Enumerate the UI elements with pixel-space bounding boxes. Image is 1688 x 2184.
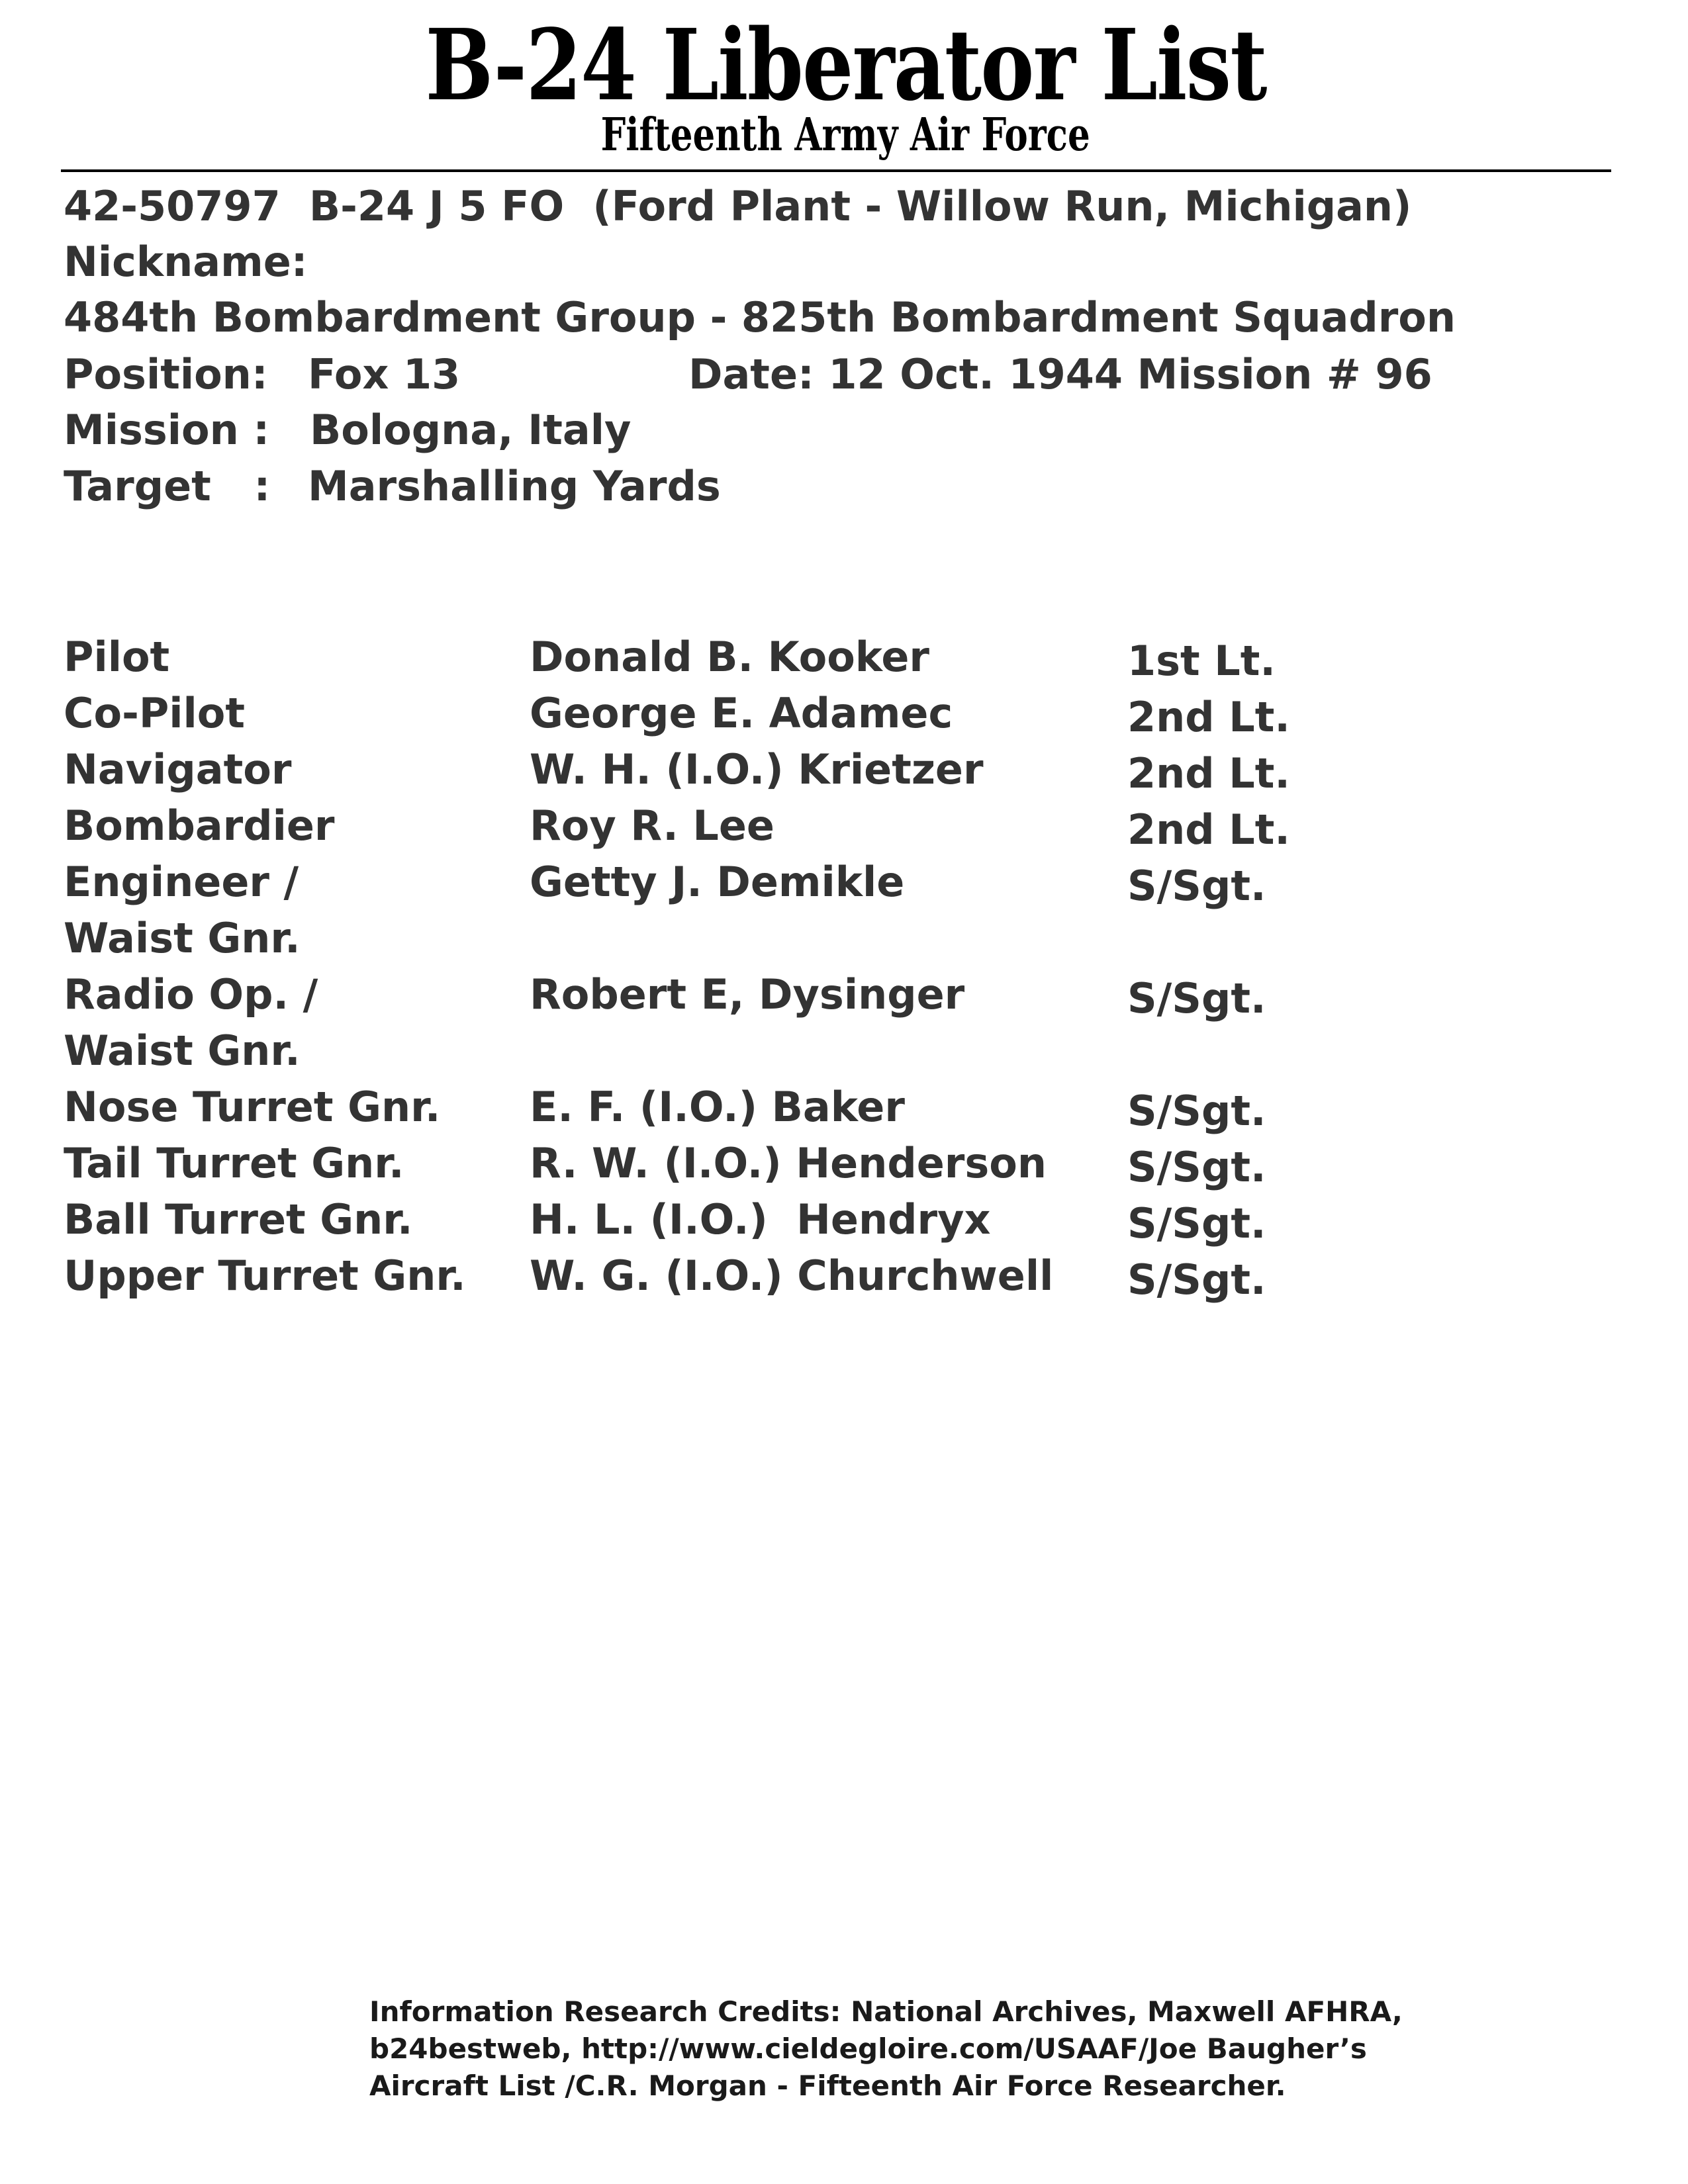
crew-position: Tail Turret Gnr. [64,1139,404,1187]
crew-name: Robert E, Dysinger [530,970,965,1019]
crew-rank: S/Sgt. [1127,862,1266,910]
crew-rank: S/Sgt. [1127,974,1266,1023]
crew-name: Roy R. Lee [530,801,774,850]
crew-name: H. L. (I.O.) Hendryx [530,1195,991,1244]
crew-name: George E. Adamec [530,689,953,737]
crew-position: Upper Turret Gnr. [64,1251,466,1300]
crew-name: R. W. (I.O.) Henderson [530,1139,1047,1187]
credits-line: Information Research Credits: National Archives, Maxwell AFHRA, [369,1995,1403,2028]
target-value: Marshalling Yards [308,462,721,510]
target-label: Target : [64,462,271,510]
page-subtitle: Fifteenth Army Air Force [600,109,1090,161]
credits-line: b24bestweb, http://www.cieldegloire.com/USAAF/Joe Baugher’s [369,2032,1367,2065]
crew-position: Pilot [64,633,170,681]
position-value: Fox 13 [308,350,461,398]
crew-position: Nose Turret Gnr. [64,1083,441,1131]
date-mission-number: Date: 12 Oct. 1944 Mission # 96 [688,350,1432,398]
crew-name: Donald B. Kooker [530,633,929,681]
crew-position: Co-Pilot [64,689,246,737]
group-squadron-line: 484th Bombardment Group - 825th Bombardment Squadron [64,293,1456,341]
credits-line: Aircraft List /C.R. Morgan - Fifteenth Air Force Researcher. [369,2070,1286,2102]
crew-position: Engineer / Waist Gnr. [64,858,301,962]
crew-name: W. H. (I.O.) Krietzer [530,745,984,794]
mission-value: Bologna, Italy [310,406,632,454]
crew-position: Bombardier [64,801,335,850]
research-credits [369,1993,1429,2105]
crew-rank: S/Sgt. [1127,1255,1266,1304]
crew-position: Navigator [64,745,292,794]
crew-rank: 2nd Lt. [1127,805,1290,854]
crew-rank: S/Sgt. [1127,1087,1266,1135]
crew-name: W. G. (I.O.) Churchwell [530,1251,1054,1300]
crew-position: Radio Op. / Waist Gnr. [64,970,318,1075]
aircraft-serial-line: 42-50797 B-24 J 5 FO (Ford Plant - Willow Run, Michigan) [64,182,1412,230]
nickname-label: Nickname: [64,238,308,286]
page-title: B-24 Liberator List [425,7,1266,122]
crew-rank: S/Sgt. [1127,1199,1266,1248]
header-divider [61,169,1611,172]
crew-rank: S/Sgt. [1127,1143,1266,1191]
crew-name: Getty J. Demikle [530,858,905,906]
position-label: Position: [64,350,268,398]
crew-rank: 2nd Lt. [1127,749,1290,797]
crew-name: E. F. (I.O.) Baker [530,1083,905,1131]
crew-position: Ball Turret Gnr. [64,1195,413,1244]
mission-label: Mission : [64,406,270,454]
crew-rank: 2nd Lt. [1127,693,1290,741]
crew-rank: 1st Lt. [1127,637,1276,685]
